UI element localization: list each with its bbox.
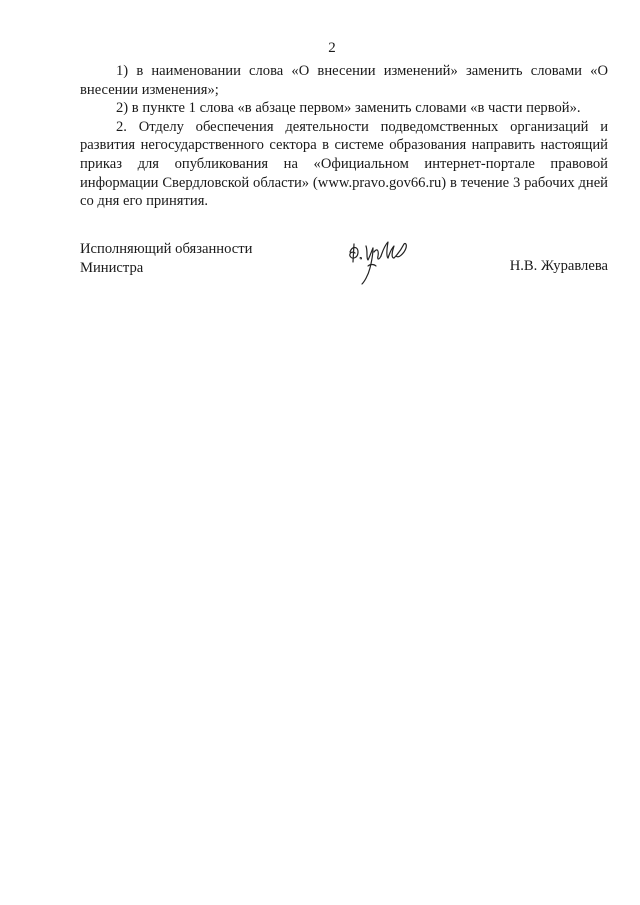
paragraph-item-2: 2) в пункте 1 слова «в абзаце первом» заменить словами «в части первой». — [116, 100, 581, 117]
paragraph-item-1: 1) в наименовании слова «О внесении изменений» заменить словами «О внесении изменения»; — [80, 63, 608, 98]
page-number: 2 — [328, 40, 336, 56]
signature-block — [80, 240, 608, 290]
document-body — [80, 62, 608, 211]
signatory-position-line-1: Исполняющий обязанности — [80, 241, 253, 257]
paragraph-item-3: 2. Отделу обеспечения деятельности подведомственных организаций и развития негосударственного сектора в системе образования направить настоящий приказ для опубликования на «Официальном интернет-портале правовой информации Свердловской области» (www.pravo.gov66.ru) в течение 3 рабочих дней со дня его принятия. — [80, 118, 608, 210]
signatory-position — [80, 240, 252, 277]
signatory-name: Н.В. Журавлева — [509, 258, 608, 274]
handwritten-signature — [346, 238, 412, 290]
signatory-position-line-2: Министра — [80, 259, 144, 276]
